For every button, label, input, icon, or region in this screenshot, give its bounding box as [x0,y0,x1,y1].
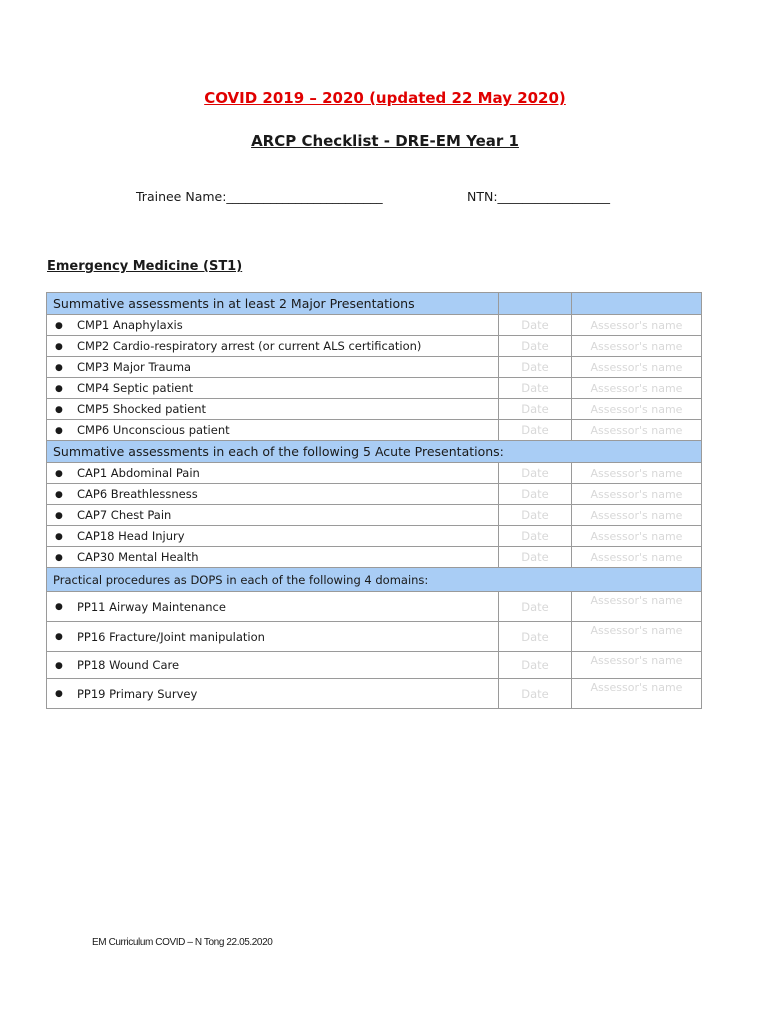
checklist-row [47,357,702,378]
item-cell [47,652,499,679]
bullet-icon: ● [55,602,63,612]
assessor-field[interactable]: Assessor's name [572,420,702,441]
assessor-field[interactable]: Assessor's name [572,526,702,547]
item-cell [47,336,499,357]
date-field[interactable]: Date [499,357,572,378]
section-heading: Emergency Medicine (ST1) [47,259,243,274]
bullet-icon: ● [55,425,63,436]
checklist-row [47,484,702,505]
item-label: CAP18 Head Injury [77,529,185,543]
item-cell [47,526,499,547]
checklist-row [47,336,702,357]
bullet-icon: ● [55,468,63,479]
bullet-icon: ● [55,689,63,699]
item-cell [47,420,499,441]
assessor-field[interactable]: Assessor's name [572,622,702,652]
date-field[interactable]: Date [499,652,572,679]
bullet-icon: ● [55,362,63,373]
date-field[interactable]: Date [499,463,572,484]
group-title: Practical procedures as DOPS in each of the following 4 domains: [47,568,702,592]
item-cell [47,399,499,420]
bullet-icon: ● [55,632,63,642]
item-label: CMP5 Shocked patient [77,402,207,416]
item-label: PP18 Wound Care [77,658,180,672]
assessor-field[interactable]: Assessor's name [572,463,702,484]
date-field[interactable]: Date [499,336,572,357]
date-field[interactable]: Date [499,315,572,336]
assessor-field[interactable]: Assessor's name [572,505,702,526]
checklist-table [46,292,702,709]
assessor-field[interactable]: Assessor's name [572,484,702,505]
item-label: CAP30 Mental Health [77,550,199,564]
group-title: Summative assessments in each of the following 5 Acute Presentations: [47,441,702,463]
ntn-field[interactable]: NTN:__________________ [467,189,611,204]
date-field[interactable]: Date [499,592,572,622]
bullet-icon: ● [55,660,63,671]
item-label: CMP4 Septic patient [77,381,194,395]
group-title: Summative assessments in at least 2 Major Presentations [47,293,499,315]
checklist-row [47,526,702,547]
document-title: ARCP Checklist - DRE-EM Year 1 [251,132,519,150]
bullet-icon: ● [55,404,63,415]
bullet-icon: ● [55,383,63,394]
assessor-field[interactable]: Assessor's name [572,592,702,622]
item-cell [47,505,499,526]
bullet-icon: ● [55,552,63,563]
date-field[interactable]: Date [499,547,572,568]
assessor-field[interactable]: Assessor's name [572,357,702,378]
item-label: CAP1 Abdominal Pain [77,466,200,480]
checklist-row [47,679,702,709]
bullet-icon: ● [55,320,63,331]
checklist-row [47,622,702,652]
checklist-row [47,463,702,484]
item-cell [47,378,499,399]
item-label: CMP6 Unconscious patient [77,423,230,437]
date-field[interactable]: Date [499,505,572,526]
checklist-row [47,505,702,526]
assessor-field[interactable]: Assessor's name [572,399,702,420]
checklist-row [47,420,702,441]
bullet-icon: ● [55,489,63,500]
date-field[interactable]: Date [499,622,572,652]
bullet-icon: ● [55,510,63,521]
item-cell [47,463,499,484]
covid-update-title: COVID 2019 – 2020 (updated 22 May 2020) [204,89,566,107]
item-cell [47,622,499,652]
assessor-field[interactable]: Assessor's name [572,679,702,709]
checklist-row [47,378,702,399]
checklist-row [47,315,702,336]
page-footer: EM Curriculum COVID – N Tong 22.05.2020 [92,937,273,948]
date-field[interactable]: Date [499,378,572,399]
date-field[interactable]: Date [499,420,572,441]
date-column-header [499,293,572,315]
item-label: CMP3 Major Trauma [77,360,192,374]
checklist-row [47,399,702,420]
date-field[interactable]: Date [499,679,572,709]
bullet-icon: ● [55,341,63,352]
date-field[interactable]: Date [499,399,572,420]
assessor-field[interactable]: Assessor's name [572,652,702,679]
trainee-name-field[interactable]: Trainee Name:_________________________ [136,189,383,204]
assessor-field[interactable]: Assessor's name [572,336,702,357]
item-label: PP11 Airway Maintenance [77,599,226,614]
group-header-acute-presentations [47,441,702,463]
date-field[interactable]: Date [499,484,572,505]
item-label: CAP6 Breathlessness [77,487,198,501]
assessor-column-header [572,293,702,315]
group-header-practical-procedures [47,568,702,592]
assessor-field[interactable]: Assessor's name [572,378,702,399]
item-cell [47,484,499,505]
checklist-row [47,592,702,622]
item-cell [47,592,499,622]
item-cell [47,679,499,709]
checklist-row [47,652,702,679]
bullet-icon: ● [55,531,63,542]
item-label: CMP2 Cardio-respiratory arrest (or current ALS certification) [77,339,422,353]
item-cell [47,547,499,568]
item-cell [47,315,499,336]
item-label: CMP1 Anaphylaxis [77,318,183,332]
assessor-field[interactable]: Assessor's name [572,315,702,336]
item-label: CAP7 Chest Pain [77,508,172,522]
item-label: PP16 Fracture/Joint manipulation [77,629,265,644]
date-field[interactable]: Date [499,526,572,547]
group-header-major-presentations [47,293,702,315]
item-label: PP19 Primary Survey [77,686,198,701]
item-cell [47,357,499,378]
assessor-field[interactable]: Assessor's name [572,547,702,568]
checklist-row [47,547,702,568]
